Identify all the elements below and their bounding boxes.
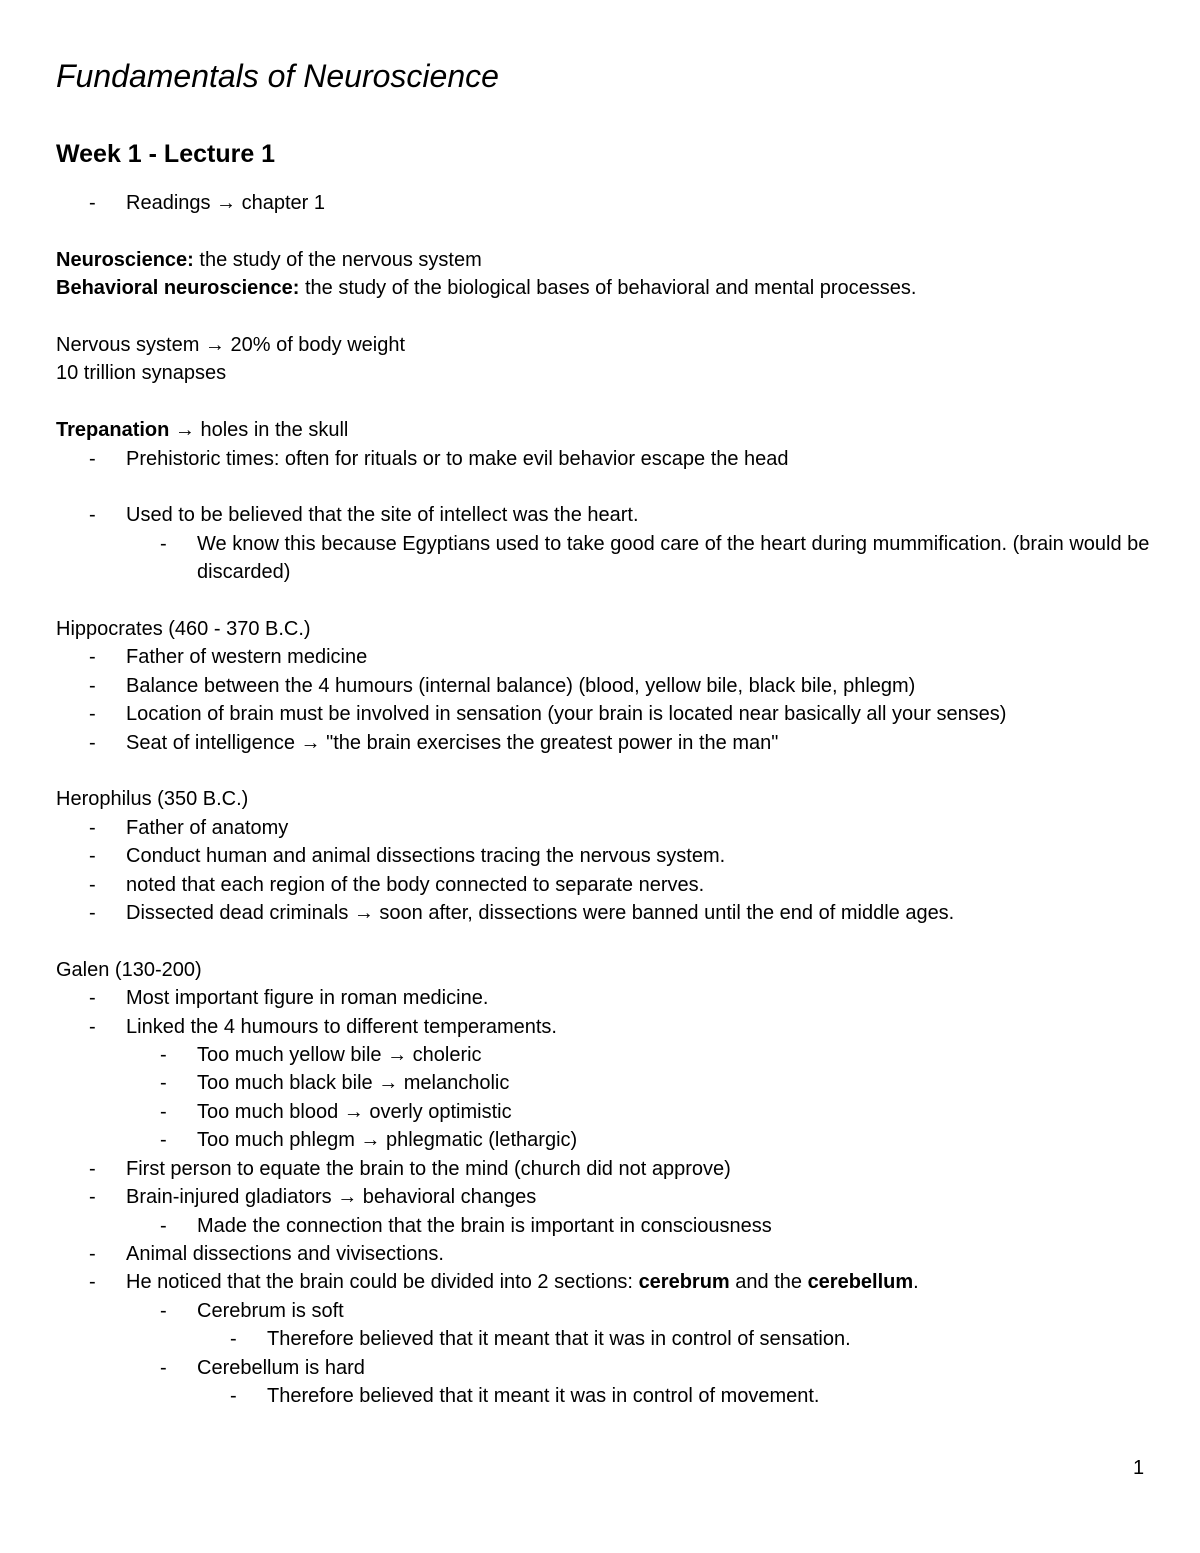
bullet-dash: -	[160, 1100, 167, 1123]
bullet-dash: -	[160, 1299, 167, 1322]
list-item-text: Animal dissections and vivisections.	[126, 1242, 444, 1265]
bullet-dash: -	[160, 532, 167, 555]
document-body	[56, 189, 1156, 1410]
bullet-dash: -	[89, 873, 96, 896]
bullet-dash: -	[89, 646, 96, 669]
list-item-text: Father of western medicine	[126, 646, 368, 669]
bullet-dash: -	[160, 1129, 167, 1152]
section-heading-herophilus: Herophilus (350 B.C.)	[56, 788, 249, 811]
bullet-dash: -	[160, 1044, 167, 1067]
list-item	[56, 1013, 1156, 1041]
bullet-dash: -	[89, 447, 96, 470]
list-item	[56, 1268, 1156, 1296]
list-item	[56, 984, 1156, 1012]
term-cerebellum: cerebellum	[807, 1271, 914, 1294]
bullet-dash: -	[89, 987, 96, 1010]
list-item-text: Dissected dead criminals → soon after, dissections were banned until the end of middle ages.	[126, 902, 955, 925]
section-heading-galen: Galen (130-200)	[56, 958, 202, 981]
bullet-dash: -	[89, 1242, 96, 1265]
readings-text: Readings → chapter 1	[126, 192, 326, 214]
definition-text: the study of the nervous system	[193, 248, 482, 271]
list-item-nested-deep	[56, 1325, 1156, 1353]
section-heading-hippocrates: Hippocrates (460 - 370 B.C.)	[56, 618, 311, 641]
list-item-text: Too much yellow bile → choleric	[197, 1044, 482, 1067]
bullet-dash: -	[89, 703, 96, 726]
list-item-text: Conduct human and animal dissections tracing the nervous system.	[126, 845, 726, 868]
definition-text: the study of the biological bases of behavioral and mental processes.	[299, 277, 917, 300]
list-item	[56, 1155, 1156, 1183]
bullet-dash: -	[160, 1214, 167, 1237]
list-item-text: Balance between the 4 humours (internal balance) (blood, yellow bile, black bile, phlegm)	[126, 674, 916, 697]
definition-term: Behavioral neuroscience:	[56, 277, 300, 300]
list-item	[56, 729, 1156, 757]
list-item-nested	[56, 1041, 1156, 1069]
trepanation-text: → holes in the skull	[169, 419, 349, 442]
list-item-text: Too much blood → overly optimistic	[197, 1100, 512, 1123]
list-item-text: Too much black bile → melancholic	[197, 1072, 510, 1095]
bullet-dash: -	[89, 1157, 96, 1180]
list-item-text: Too much phlegm → phlegmatic (lethargic)	[197, 1129, 578, 1152]
fact-line: Nervous system → 20% of body weight	[56, 334, 406, 356]
bullet-dash: -	[89, 902, 96, 925]
list-item-text: Cerebellum is hard	[197, 1356, 365, 1379]
list-item-text: Made the connection that the brain is important in consciousness	[197, 1214, 772, 1237]
bullet-dash: -	[160, 1356, 167, 1379]
list-item-text: Location of brain must be involved in sensation (your brain is located near basically all your senses)	[126, 703, 1007, 726]
list-item	[56, 643, 1156, 671]
bullet-dash: -	[89, 504, 96, 527]
list-item-nested	[56, 1354, 1156, 1382]
list-item-text-post: .	[913, 1271, 919, 1294]
list-item-text: Father of anatomy	[126, 816, 289, 839]
list-item	[56, 189, 1156, 217]
list-item-text: Prehistoric times: often for rituals or to make evil behavior escape the head	[126, 447, 789, 470]
list-item	[56, 501, 1156, 529]
list-item	[56, 899, 1156, 927]
list-item-nested	[56, 1212, 1156, 1240]
list-item-nested	[56, 1297, 1156, 1325]
list-item	[56, 1240, 1156, 1268]
list-item-nested	[56, 1069, 1156, 1097]
bullet-dash: -	[89, 674, 96, 697]
list-item-nested	[56, 530, 1156, 587]
list-item-nested-deep	[56, 1382, 1156, 1410]
list-item-text-mid: and the	[729, 1271, 808, 1294]
list-item-text: Therefore believed that it meant it was in control of movement.	[267, 1384, 820, 1407]
list-item	[56, 871, 1156, 899]
bullet-dash: -	[89, 1271, 96, 1294]
week-heading: Week 1 - Lecture 1	[56, 140, 276, 168]
list-item-text: Seat of intelligence → "the brain exercises the greatest power in the man"	[126, 731, 779, 754]
trepanation-heading	[56, 416, 1156, 444]
bullet-dash: -	[160, 1072, 167, 1095]
bullet-dash: -	[89, 816, 96, 839]
fact-line: 10 trillion synapses	[56, 362, 227, 385]
list-item-text: noted that each region of the body connected to separate nerves.	[126, 873, 705, 896]
bullet-dash: -	[89, 731, 96, 754]
list-item	[56, 1183, 1156, 1211]
bullet-dash: -	[230, 1328, 237, 1351]
list-item-text: Brain-injured gladiators → behavioral changes	[126, 1186, 537, 1209]
bullet-dash: -	[89, 845, 96, 868]
list-item	[56, 672, 1156, 700]
list-item	[56, 445, 1156, 473]
list-item-nested	[56, 1098, 1156, 1126]
bullet-dash: -	[230, 1384, 237, 1407]
list-item	[56, 814, 1156, 842]
list-item-text: First person to equate the brain to the mind (church did not approve)	[126, 1157, 731, 1180]
definition-term: Neuroscience:	[56, 248, 194, 271]
list-item-text: Most important figure in roman medicine.	[126, 987, 489, 1010]
list-item-text-pre: He noticed that the brain could be divided into 2 sections:	[126, 1271, 639, 1294]
bullet-dash: -	[89, 1186, 96, 1209]
list-item-text: Linked the 4 humours to different temperaments.	[126, 1015, 557, 1038]
bullet-dash: -	[89, 192, 96, 214]
definition-neuroscience	[56, 246, 1156, 274]
list-item-text: Used to be believed that the site of intellect was the heart.	[126, 504, 639, 527]
page-number: 1	[1133, 1457, 1145, 1479]
term-cerebrum: cerebrum	[638, 1271, 730, 1294]
document-title: Fundamentals of Neuroscience	[56, 58, 499, 94]
list-item	[56, 700, 1156, 728]
bullet-dash: -	[89, 1015, 96, 1038]
list-item	[56, 842, 1156, 870]
trepanation-term: Trepanation	[56, 419, 170, 442]
definition-behavioral-neuroscience	[56, 274, 1156, 302]
list-item-text: We know this because Egyptians used to take good care of the heart during mummification. (brain would be discarded)	[197, 532, 1150, 584]
list-item-text: Therefore believed that it meant that it was in control of sensation.	[267, 1328, 851, 1351]
list-item-nested	[56, 1126, 1156, 1154]
list-item-text: Cerebrum is soft	[197, 1299, 344, 1322]
